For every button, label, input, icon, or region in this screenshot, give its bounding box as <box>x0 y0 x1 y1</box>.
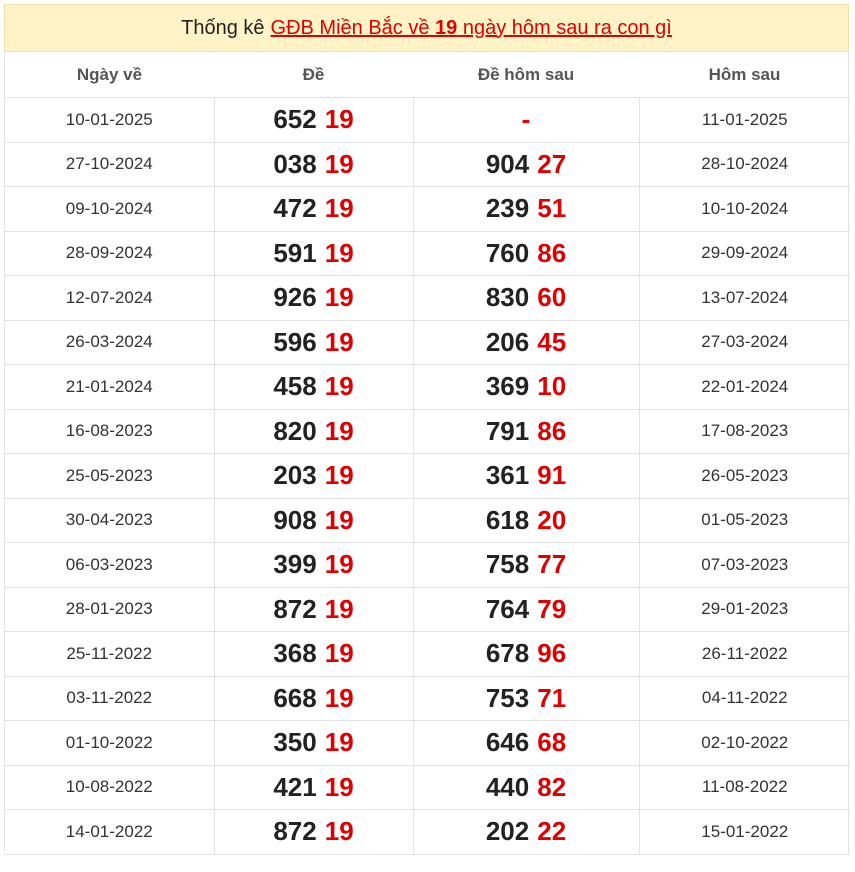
title-bar <box>4 4 849 52</box>
row-date: 09-10-2024 <box>5 187 214 232</box>
de-tail: 19 <box>324 682 354 713</box>
table-row <box>5 142 850 187</box>
next-de-tail: 27 <box>537 148 567 179</box>
next-de-tail: 91 <box>537 460 567 491</box>
de-head: 350 <box>273 727 317 758</box>
next-de-tail: 45 <box>537 326 567 357</box>
title-link-before: GĐB Miền Bắc về <box>270 16 430 39</box>
de-tail: 19 <box>324 326 354 357</box>
next-de-head: 361 <box>485 460 530 491</box>
row-date: 26-03-2024 <box>5 320 214 365</box>
de-head: 872 <box>273 816 317 847</box>
row-de <box>214 543 413 588</box>
next-de-empty: - <box>521 104 531 135</box>
de-head: 820 <box>273 415 317 446</box>
row-next-date: 17-08-2023 <box>639 409 850 454</box>
next-de-tail: 96 <box>537 638 567 669</box>
row-next-date: 11-01-2025 <box>639 98 850 143</box>
next-de-tail: 82 <box>537 771 567 802</box>
table-container <box>4 52 849 855</box>
row-next-de <box>413 498 639 543</box>
row-de <box>214 765 413 810</box>
row-date: 28-09-2024 <box>5 231 214 276</box>
de-tail: 19 <box>324 104 354 135</box>
de-tail: 19 <box>324 193 354 224</box>
de-head: 472 <box>273 193 317 224</box>
row-next-de <box>413 676 639 721</box>
next-de-head: 904 <box>485 148 530 179</box>
table-row <box>5 810 850 855</box>
next-de-head: 830 <box>485 282 530 313</box>
row-de <box>214 98 413 143</box>
table-row <box>5 409 850 454</box>
de-tail: 19 <box>324 504 354 535</box>
row-next-de <box>413 276 639 321</box>
next-de-tail: 10 <box>537 371 567 402</box>
row-date: 10-08-2022 <box>5 765 214 810</box>
de-tail: 19 <box>324 371 354 402</box>
col-header-de: Đề <box>214 52 413 98</box>
row-next-date: 29-09-2024 <box>639 231 850 276</box>
row-next-date: 04-11-2022 <box>639 676 850 721</box>
row-de <box>214 409 413 454</box>
table-body <box>5 98 850 855</box>
title-link[interactable] <box>271 17 672 40</box>
de-tail: 19 <box>324 727 354 758</box>
row-next-date: 15-01-2022 <box>639 810 850 855</box>
row-next-date: 28-10-2024 <box>639 142 850 187</box>
next-de-head: 618 <box>485 504 530 535</box>
row-next-date: 26-05-2023 <box>639 454 850 499</box>
row-next-de <box>413 721 639 766</box>
next-de-head: 202 <box>485 816 530 847</box>
title-link-after: ngày hôm sau ra con gì <box>462 16 672 39</box>
row-date: 12-07-2024 <box>5 276 214 321</box>
title-link-number: 19 <box>435 16 458 39</box>
row-next-date: 10-10-2024 <box>639 187 850 232</box>
next-de-head: 646 <box>485 727 530 758</box>
row-next-date: 27-03-2024 <box>639 320 850 365</box>
next-de-tail: 86 <box>537 415 567 446</box>
row-de <box>214 587 413 632</box>
row-next-date: 02-10-2022 <box>639 721 850 766</box>
de-head: 596 <box>273 326 317 357</box>
next-de-head: 239 <box>485 193 530 224</box>
col-header-next-date: Hôm sau <box>639 52 850 98</box>
row-next-de <box>413 187 639 232</box>
row-date: 25-05-2023 <box>5 454 214 499</box>
de-head: 458 <box>273 371 317 402</box>
next-de-tail: 79 <box>537 593 567 624</box>
row-next-date: 29-01-2023 <box>639 587 850 632</box>
row-next-de <box>413 543 639 588</box>
row-next-de <box>413 231 639 276</box>
row-next-date: 13-07-2024 <box>639 276 850 321</box>
next-de-head: 764 <box>485 593 530 624</box>
row-date: 27-10-2024 <box>5 142 214 187</box>
row-next-de <box>413 632 639 677</box>
row-de <box>214 498 413 543</box>
next-de-head: 206 <box>485 326 530 357</box>
next-de-tail: 68 <box>537 727 567 758</box>
de-head: 399 <box>273 549 317 580</box>
de-head: 421 <box>273 771 317 802</box>
next-de-head: 753 <box>485 682 530 713</box>
de-tail: 19 <box>324 148 354 179</box>
row-date: 14-01-2022 <box>5 810 214 855</box>
row-next-date: 01-05-2023 <box>639 498 850 543</box>
row-next-de <box>413 320 639 365</box>
next-de-tail: 60 <box>537 282 567 313</box>
row-de <box>214 721 413 766</box>
row-de <box>214 320 413 365</box>
row-date: 06-03-2023 <box>5 543 214 588</box>
col-header-date: Ngày về <box>5 52 214 98</box>
table-row <box>5 587 850 632</box>
de-tail: 19 <box>324 237 354 268</box>
row-next-date: 26-11-2022 <box>639 632 850 677</box>
row-de <box>214 187 413 232</box>
row-next-de <box>413 365 639 410</box>
row-next-date: 11-08-2022 <box>639 765 850 810</box>
table-row <box>5 231 850 276</box>
row-next-de <box>413 765 639 810</box>
row-date: 21-01-2024 <box>5 365 214 410</box>
row-date: 30-04-2023 <box>5 498 214 543</box>
de-tail: 19 <box>324 593 354 624</box>
de-head: 872 <box>273 593 317 624</box>
next-de-head: 791 <box>485 415 530 446</box>
de-head: 591 <box>273 237 317 268</box>
row-date: 16-08-2023 <box>5 409 214 454</box>
table-row <box>5 98 850 143</box>
de-head: 668 <box>273 682 317 713</box>
table-row <box>5 498 850 543</box>
row-next-de <box>413 454 639 499</box>
next-de-head: 760 <box>485 237 530 268</box>
table-row <box>5 320 850 365</box>
row-date: 10-01-2025 <box>5 98 214 143</box>
table-row <box>5 454 850 499</box>
row-next-de <box>413 587 639 632</box>
next-de-tail: 77 <box>537 549 567 580</box>
table-row <box>5 721 850 766</box>
col-header-next-de: Đề hôm sau <box>413 52 639 98</box>
row-date: 28-01-2023 <box>5 587 214 632</box>
de-head: 652 <box>273 104 317 135</box>
de-head: 038 <box>273 148 317 179</box>
stats-table <box>5 52 850 855</box>
de-head: 203 <box>273 460 317 491</box>
table-row <box>5 365 850 410</box>
de-tail: 19 <box>324 638 354 669</box>
row-next-date: 07-03-2023 <box>639 543 850 588</box>
next-de-tail: 20 <box>537 504 567 535</box>
de-tail: 19 <box>324 282 354 313</box>
next-de-tail: 22 <box>537 816 567 847</box>
row-de <box>214 142 413 187</box>
row-next-de <box>413 98 639 143</box>
de-tail: 19 <box>324 816 354 847</box>
table-header-row <box>5 52 850 98</box>
row-date: 03-11-2022 <box>5 676 214 721</box>
de-head: 908 <box>273 504 317 535</box>
next-de-head: 678 <box>485 638 530 669</box>
de-tail: 19 <box>324 549 354 580</box>
de-head: 368 <box>273 638 317 669</box>
next-de-tail: 51 <box>537 193 567 224</box>
table-row <box>5 632 850 677</box>
de-tail: 19 <box>324 771 354 802</box>
row-date: 25-11-2022 <box>5 632 214 677</box>
table-row <box>5 276 850 321</box>
row-next-date: 22-01-2024 <box>639 365 850 410</box>
next-de-head: 440 <box>485 771 530 802</box>
row-de <box>214 231 413 276</box>
stats-panel <box>4 4 849 855</box>
next-de-head: 758 <box>485 549 530 580</box>
title-prefix: Thống kê <box>181 16 265 39</box>
table-row <box>5 765 850 810</box>
table-row <box>5 543 850 588</box>
next-de-head: 369 <box>485 371 530 402</box>
de-head: 926 <box>273 282 317 313</box>
next-de-tail: 71 <box>537 682 567 713</box>
de-tail: 19 <box>324 415 354 446</box>
de-tail: 19 <box>324 460 354 491</box>
row-de <box>214 276 413 321</box>
row-de <box>214 632 413 677</box>
row-date: 01-10-2022 <box>5 721 214 766</box>
row-de <box>214 454 413 499</box>
table-row <box>5 187 850 232</box>
row-next-de <box>413 142 639 187</box>
row-de <box>214 365 413 410</box>
row-next-de <box>413 409 639 454</box>
next-de-tail: 86 <box>537 237 567 268</box>
table-row <box>5 676 850 721</box>
row-next-de <box>413 810 639 855</box>
row-de <box>214 676 413 721</box>
row-de <box>214 810 413 855</box>
